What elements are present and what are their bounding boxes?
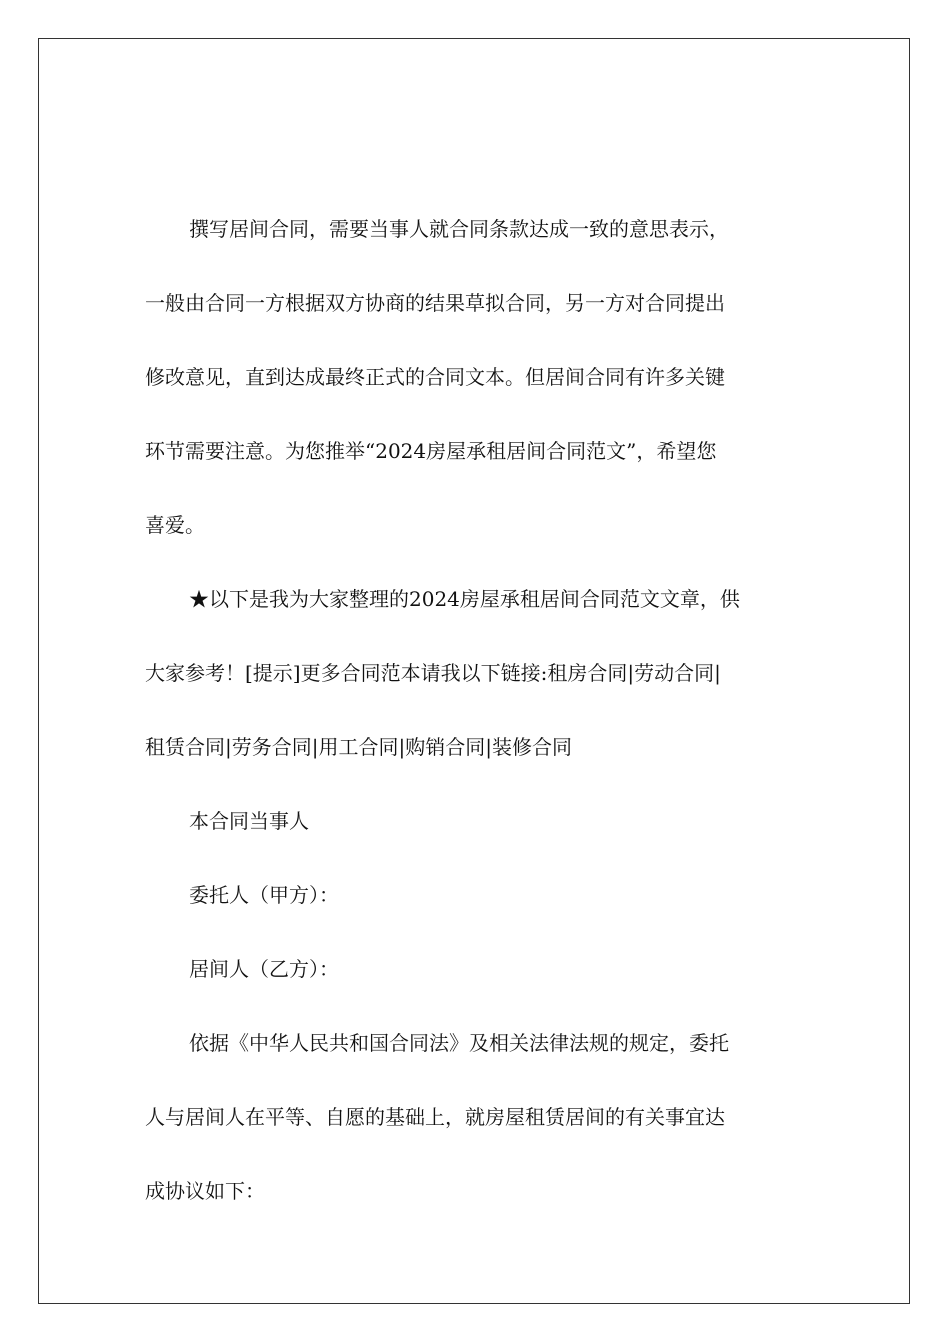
paragraph-intro-line-2: 一般由合同一方根据双方协商的结果草拟合同，另一方对合同提出 [145,291,725,315]
paragraph-intro-line-3: 修改意见，直到达成最终正式的合同文本。但居间合同有许多关键 [145,365,725,389]
paragraph-intro-line-1: 撰写居间合同，需要当事人就合同条款达成一致的意思表示， [189,217,729,241]
paragraph-note-line-1: ★以下是我为大家整理的2024房屋承租居间合同范文文章，供 [189,587,740,611]
contract-parties-heading: 本合同当事人 [189,809,309,833]
paragraph-intro-line-5: 喜爱。 [145,513,205,537]
party-b-line: 居间人（乙方）： [189,957,339,981]
paragraph-intro-line-4: 环节需要注意。为您推举“2024房屋承租居间合同范文”，希望您 [145,439,717,463]
paragraph-note-line-3: 租赁合同|劳务合同|用工合同|购销合同|装修合同 [145,735,572,759]
paragraph-basis-line-1: 依据《中华人民共和国合同法》及相关法律法规的规定，委托 [189,1031,729,1055]
paragraph-basis-line-3: 成协议如下： [145,1179,265,1203]
paragraph-basis-line-2: 人与居间人在平等、自愿的基础上，就房屋租赁居间的有关事宜达 [145,1105,725,1129]
paragraph-note-line-2: 大家参考！[提示]更多合同范本请我以下链接:租房合同|劳动合同| [145,661,721,685]
party-a-line: 委托人（甲方）： [189,883,339,907]
